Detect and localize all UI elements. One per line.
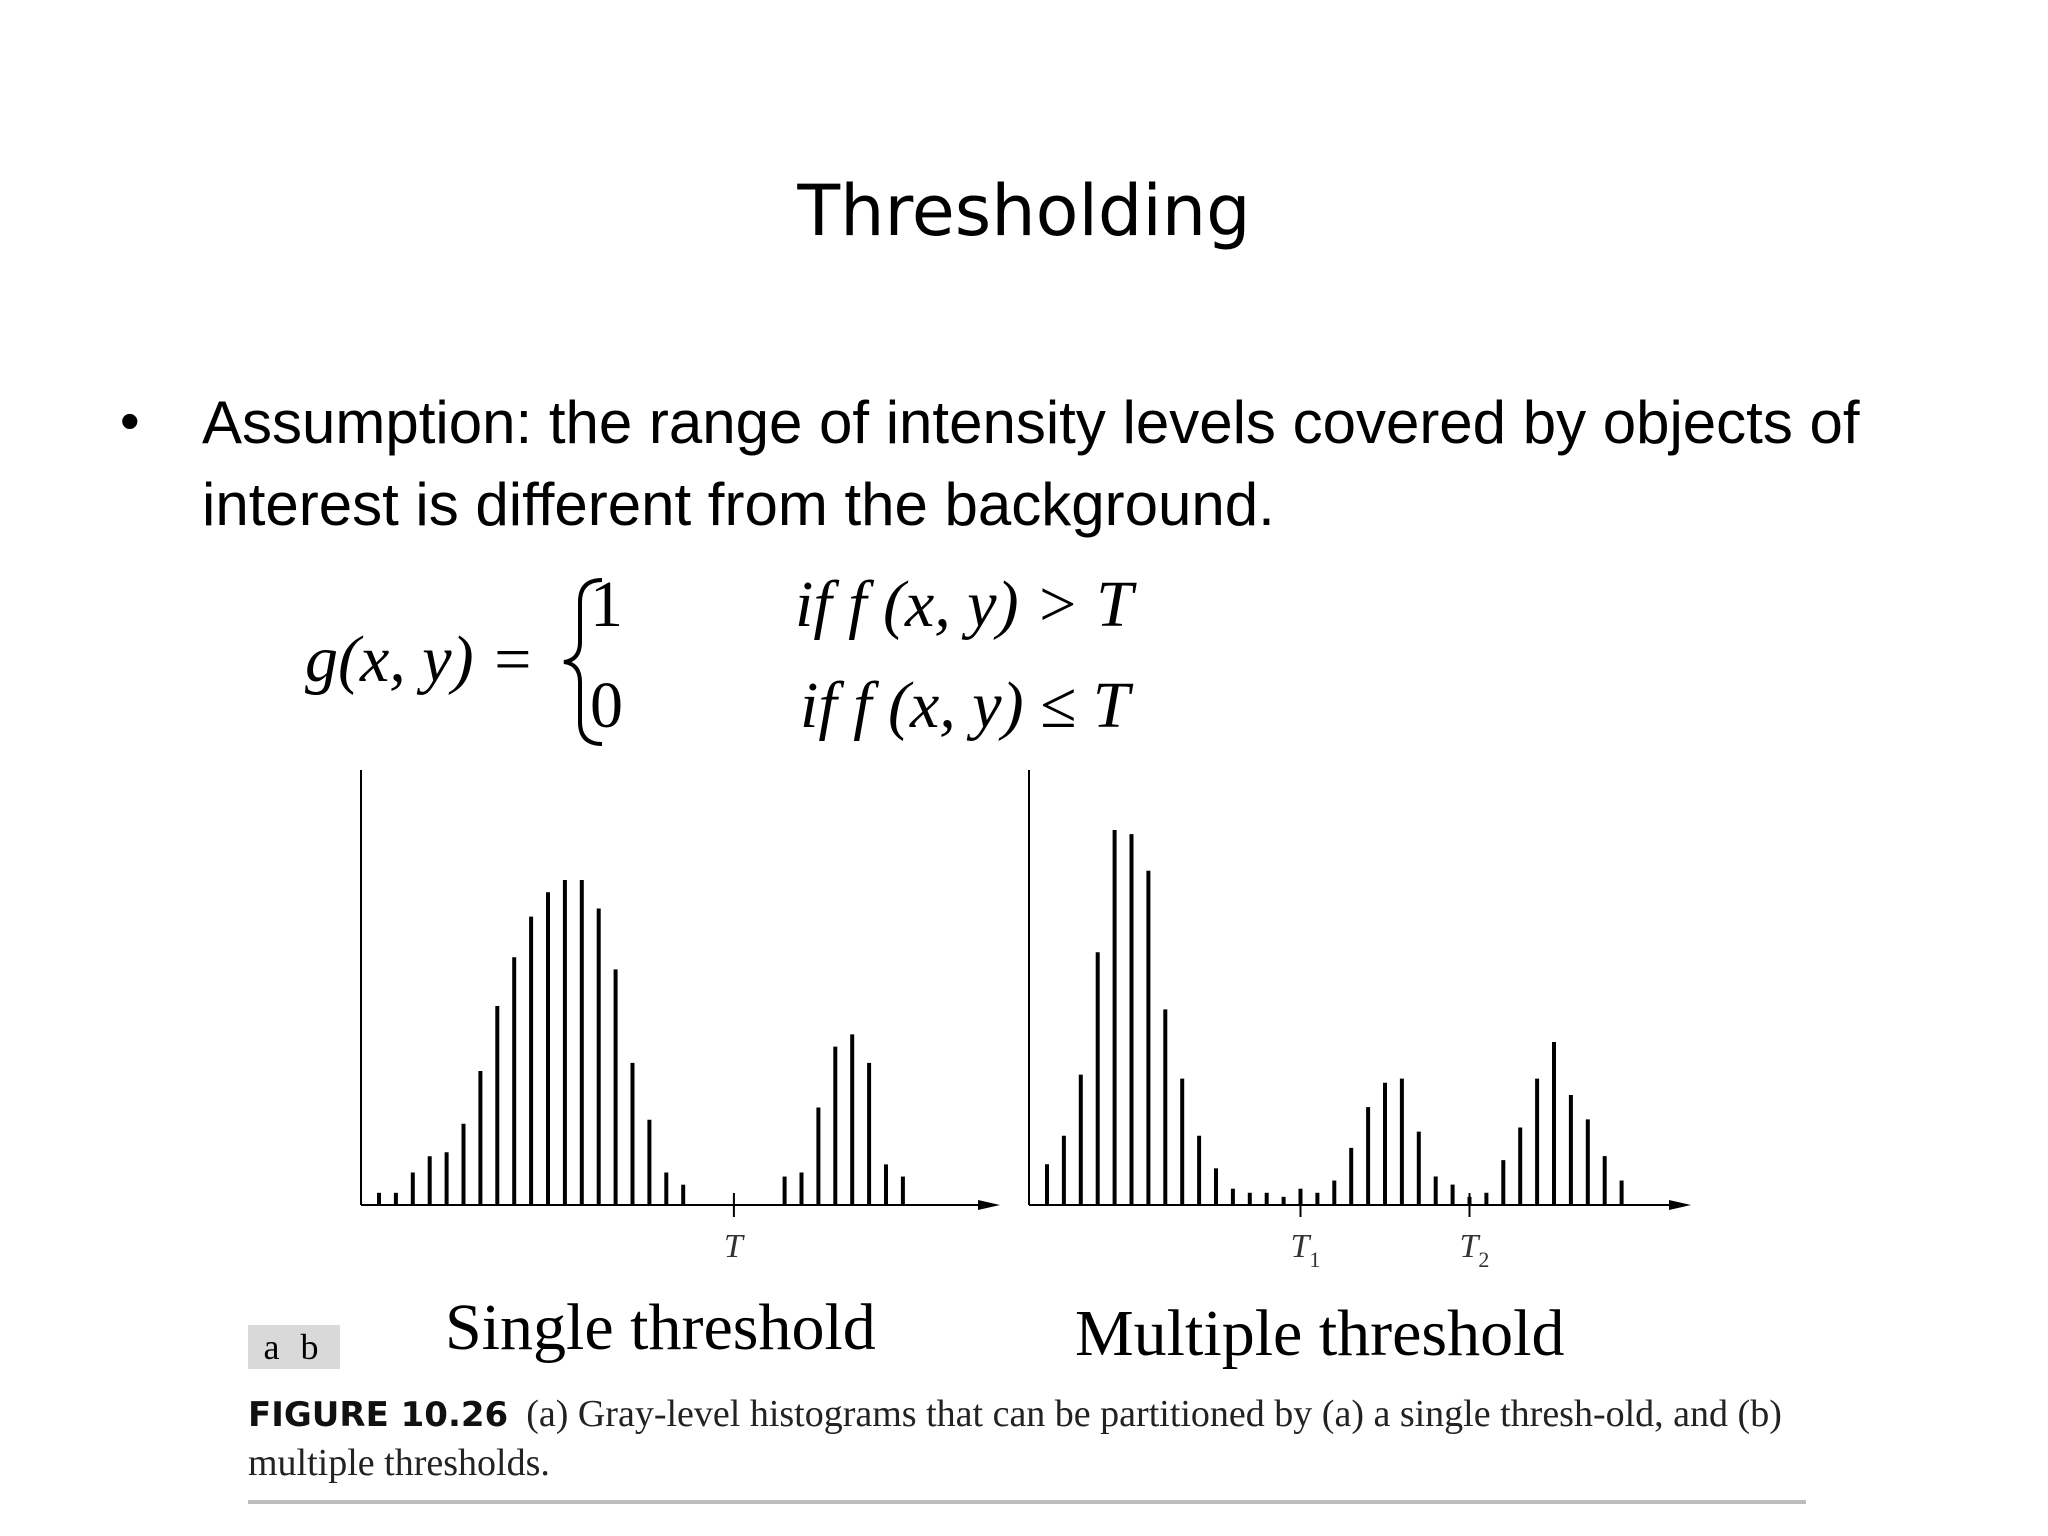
threshold-label: $T_1$ xyxy=(1290,1228,1321,1272)
histogram-multiple-threshold xyxy=(1025,760,1705,1280)
panel-tag: a b xyxy=(248,1325,340,1369)
case2-condition: if f (x, y) ≤ T xyxy=(800,669,1130,742)
threshold-label: T xyxy=(723,1228,743,1265)
equation-lhs: g(x, y) = xyxy=(305,623,535,696)
panel-b-label: Multiple threshold xyxy=(1075,1297,1565,1370)
case1-condition: if f (x, y) > T xyxy=(795,568,1133,641)
x-axis-arrow xyxy=(978,1200,1000,1210)
histogram-single-threshold xyxy=(355,760,1005,1280)
slide-title: Thresholding xyxy=(797,170,1251,252)
bullet-marker: • xyxy=(120,389,140,452)
caption-rule xyxy=(248,1500,1806,1504)
threshold-label: $T_2$ xyxy=(1459,1228,1490,1272)
bullet-text: Assumption: the range of intensity levels covered by objects of interest is different from the background. xyxy=(202,389,1860,538)
panel-a-label: Single threshold xyxy=(445,1291,876,1364)
x-axis-arrow xyxy=(1669,1200,1691,1210)
case1-value: 1 xyxy=(590,568,623,641)
figure-caption-text: (a) Gray-level histograms that can be partitioned by (a) a single thresh-old, and (b) multiple thresholds. xyxy=(248,1393,1782,1484)
figure-caption xyxy=(248,1390,1828,1487)
figure-number: FIGURE 10.26 xyxy=(248,1395,509,1435)
case2-value: 0 xyxy=(590,669,623,742)
